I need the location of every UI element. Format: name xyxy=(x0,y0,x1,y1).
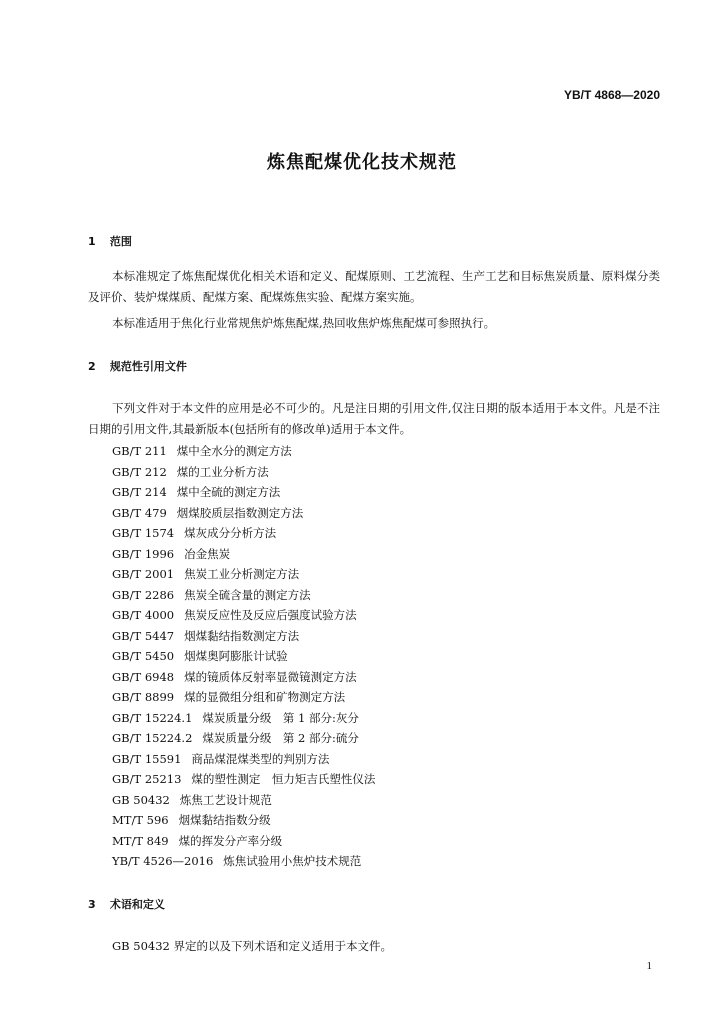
reference-title: 烟煤黏结指数测定方法 xyxy=(184,628,300,643)
reference-title: 焦炭工业分析测定方法 xyxy=(184,567,300,581)
terms-intro-paragraph: GB 50432 界定的以及下列术语和定义适用于本文件。 xyxy=(112,939,393,953)
reference-code: GB/T 15224.2 xyxy=(112,731,193,745)
scope-paragraph-1: 本标准规定了炼焦配煤优化相关术语和定义、配煤原则、工艺流程、生产工艺和目标焦炭质量、原料煤分类及评价、装炉煤煤质、配煤方案、配煤炼焦实验、配煤方案实施。 xyxy=(88,269,660,304)
document-code: YB/T 4868—2020 xyxy=(563,88,660,102)
reference-code: GB/T 1574 xyxy=(112,526,175,540)
reference-title: 煤的挥发分产率分级 xyxy=(178,833,283,848)
reference-item xyxy=(112,646,375,667)
reference-item xyxy=(112,564,375,585)
reference-title: 煤的镜质体反射率显微镜测定方法 xyxy=(184,669,357,684)
reference-item xyxy=(112,810,375,831)
reference-item xyxy=(112,749,375,770)
reference-title: 煤中全硫的测定方法 xyxy=(176,485,281,499)
reference-code: GB/T 6948 xyxy=(112,669,175,684)
section-heading-terms xyxy=(88,896,165,912)
reference-title: 煤的显微组分组和矿物测定方法 xyxy=(184,690,346,704)
reference-title: 煤灰成分分析方法 xyxy=(184,526,277,540)
reference-code: GB/T 212 xyxy=(112,464,167,479)
scope-paragraph-2: 本标准适用于焦化行业常规焦炉炼焦配煤,热回收焦炉炼焦配煤可参照执行。 xyxy=(112,316,496,330)
reference-code: GB 50432 xyxy=(112,792,170,807)
reference-item xyxy=(112,769,375,790)
reference-title: 炼焦工艺设计规范 xyxy=(179,792,272,807)
reference-title: 煤炭质量分级 第 2 部分:硫分 xyxy=(202,731,359,745)
reference-item xyxy=(112,790,375,811)
reference-code: GB/T 4000 xyxy=(112,608,175,622)
reference-title: 煤炭质量分级 第 1 部分:灰分 xyxy=(202,710,359,725)
section-title: 规范性引用文件 xyxy=(109,360,187,373)
reference-item xyxy=(112,585,375,606)
reference-list xyxy=(112,441,375,872)
reference-code: GB/T 214 xyxy=(112,485,167,499)
reference-item xyxy=(112,605,375,626)
section-title: 术语和定义 xyxy=(109,898,165,911)
section-number: 1 xyxy=(88,235,96,248)
reference-code: GB/T 15224.1 xyxy=(112,710,193,725)
reference-title: 冶金焦炭 xyxy=(184,546,231,561)
section-title: 范围 xyxy=(109,235,132,248)
reference-code: GB/T 1996 xyxy=(112,546,175,561)
reference-item xyxy=(112,544,375,565)
reference-code: GB/T 479 xyxy=(112,505,167,520)
reference-item xyxy=(112,667,375,688)
reference-title: 煤的工业分析方法 xyxy=(176,464,269,479)
reference-item xyxy=(112,441,375,462)
reference-code: GB/T 211 xyxy=(112,444,167,458)
section-number: 3 xyxy=(88,898,96,911)
reference-code: GB/T 5447 xyxy=(112,628,175,643)
normative-intro-paragraph: 下列文件对于本文件的应用是必不可少的。凡是注日期的引用文件,仅注日期的版本适用于本文件。凡是不注日期的引用文件,其最新版本(包括所有的修改单)适用于本文件。 xyxy=(88,401,660,436)
reference-title: 烟煤黏结指数分级 xyxy=(178,813,271,827)
reference-title: 炼焦试验用小焦炉技术规范 xyxy=(223,854,362,868)
reference-title: 煤的塑性测定 恒力矩吉氏塑性仪法 xyxy=(191,772,376,786)
section-number: 2 xyxy=(88,360,96,373)
reference-title: 焦炭全硫含量的测定方法 xyxy=(184,587,311,602)
reference-item xyxy=(112,687,375,708)
reference-code: GB/T 2286 xyxy=(112,587,175,602)
section-heading-scope xyxy=(88,233,132,249)
reference-title: 烟煤胶质层指数测定方法 xyxy=(176,505,304,520)
reference-code: MT/T 849 xyxy=(112,833,169,848)
reference-code: GB/T 25213 xyxy=(112,772,182,786)
reference-title: 商品煤混煤类型的判别方法 xyxy=(191,751,330,766)
reference-code: GB/T 15591 xyxy=(112,751,182,766)
reference-item xyxy=(112,462,375,483)
reference-code: GB/T 5450 xyxy=(112,649,175,663)
reference-item xyxy=(112,728,375,749)
reference-title: 焦炭反应性及反应后强度试验方法 xyxy=(184,608,357,622)
reference-item xyxy=(112,626,375,647)
page-number: 1 xyxy=(646,960,652,972)
reference-code: GB/T 8899 xyxy=(112,690,175,704)
reference-item xyxy=(112,503,375,524)
reference-item xyxy=(112,523,375,544)
reference-title: 烟煤奥阿膨胀计试验 xyxy=(184,649,288,663)
reference-code: GB/T 2001 xyxy=(112,567,175,581)
document-title: 炼焦配煤优化技术规范 xyxy=(267,152,457,173)
reference-code: YB/T 4526—2016 xyxy=(112,854,214,868)
reference-item xyxy=(112,708,375,729)
reference-item xyxy=(112,482,375,503)
reference-item xyxy=(112,851,375,872)
section-heading-normative-references xyxy=(88,358,187,374)
reference-item xyxy=(112,831,375,852)
reference-title: 煤中全水分的测定方法 xyxy=(176,444,292,458)
reference-code: MT/T 596 xyxy=(112,813,169,827)
